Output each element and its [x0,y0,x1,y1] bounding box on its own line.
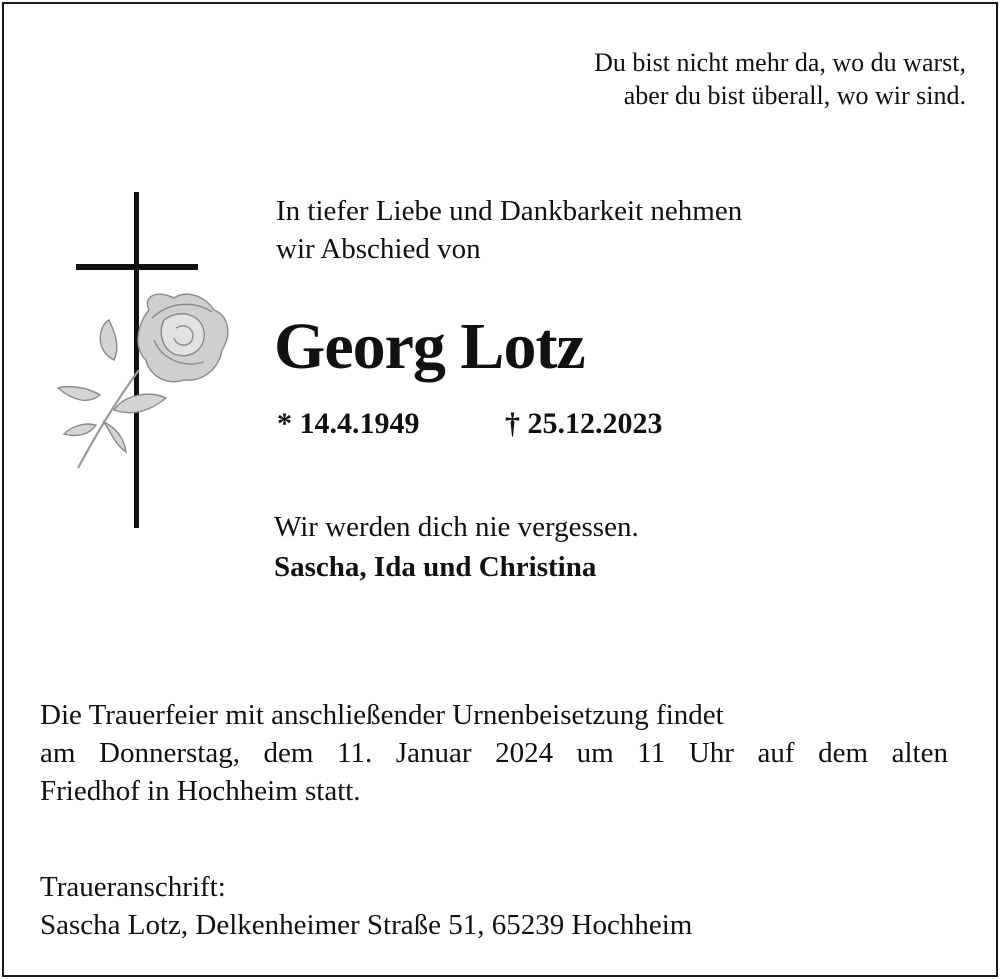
intro-line-2: wir Abschied von [276,233,481,265]
quote [594,46,966,112]
ceremony-word: Uhr [688,737,734,769]
memory-text [274,507,639,587]
rose-icon [58,294,228,468]
memory-line: Wir werden dich nie vergessen. [274,511,639,543]
ceremony-word: 11. [337,737,373,769]
ceremony-line-1: Die Trauerfeier mit anschließender Urnenbeisetzung findet [40,699,724,731]
address-label: Traueranschrift: [40,871,226,903]
intro-text [276,192,742,268]
deceased-name: Georg Lotz [274,310,585,383]
ceremony-line-2 [40,734,948,772]
ceremony-word: dem [263,737,314,769]
ceremony-word: um [576,737,614,769]
signers: Sascha, Ida und Christina [274,551,597,583]
ceremony-word: Januar [395,737,472,769]
intro-line-1: In tiefer Liebe und Dankbarkeit nehmen [276,195,743,227]
cross-with-rose [54,190,234,530]
quote-line-2: aber du bist überall, wo wir sind. [623,81,966,110]
address-line: Sascha Lotz, Delkenheimer Straße 51, 65239 Hochheim [40,909,693,941]
ceremony-word: dem [818,737,869,769]
ceremony-word: Donnerstag, [99,737,240,769]
quote-line-1: Du bist nicht mehr da, wo du warst, [594,48,966,77]
mourning-address [40,868,692,944]
death-date: † 25.12.2023 [505,407,663,440]
ceremony-word: 11 [637,737,666,769]
ceremony-notice [40,696,950,810]
ceremony-word: auf [757,737,795,769]
ceremony-word: am [40,737,76,769]
ceremony-word: alten [891,737,948,769]
ceremony-line-3: Friedhof in Hochheim statt. [40,775,361,807]
obituary-frame [2,2,998,977]
ceremony-word: 2024 [495,737,554,769]
birth-date: * 14.4.1949 [277,407,420,440]
